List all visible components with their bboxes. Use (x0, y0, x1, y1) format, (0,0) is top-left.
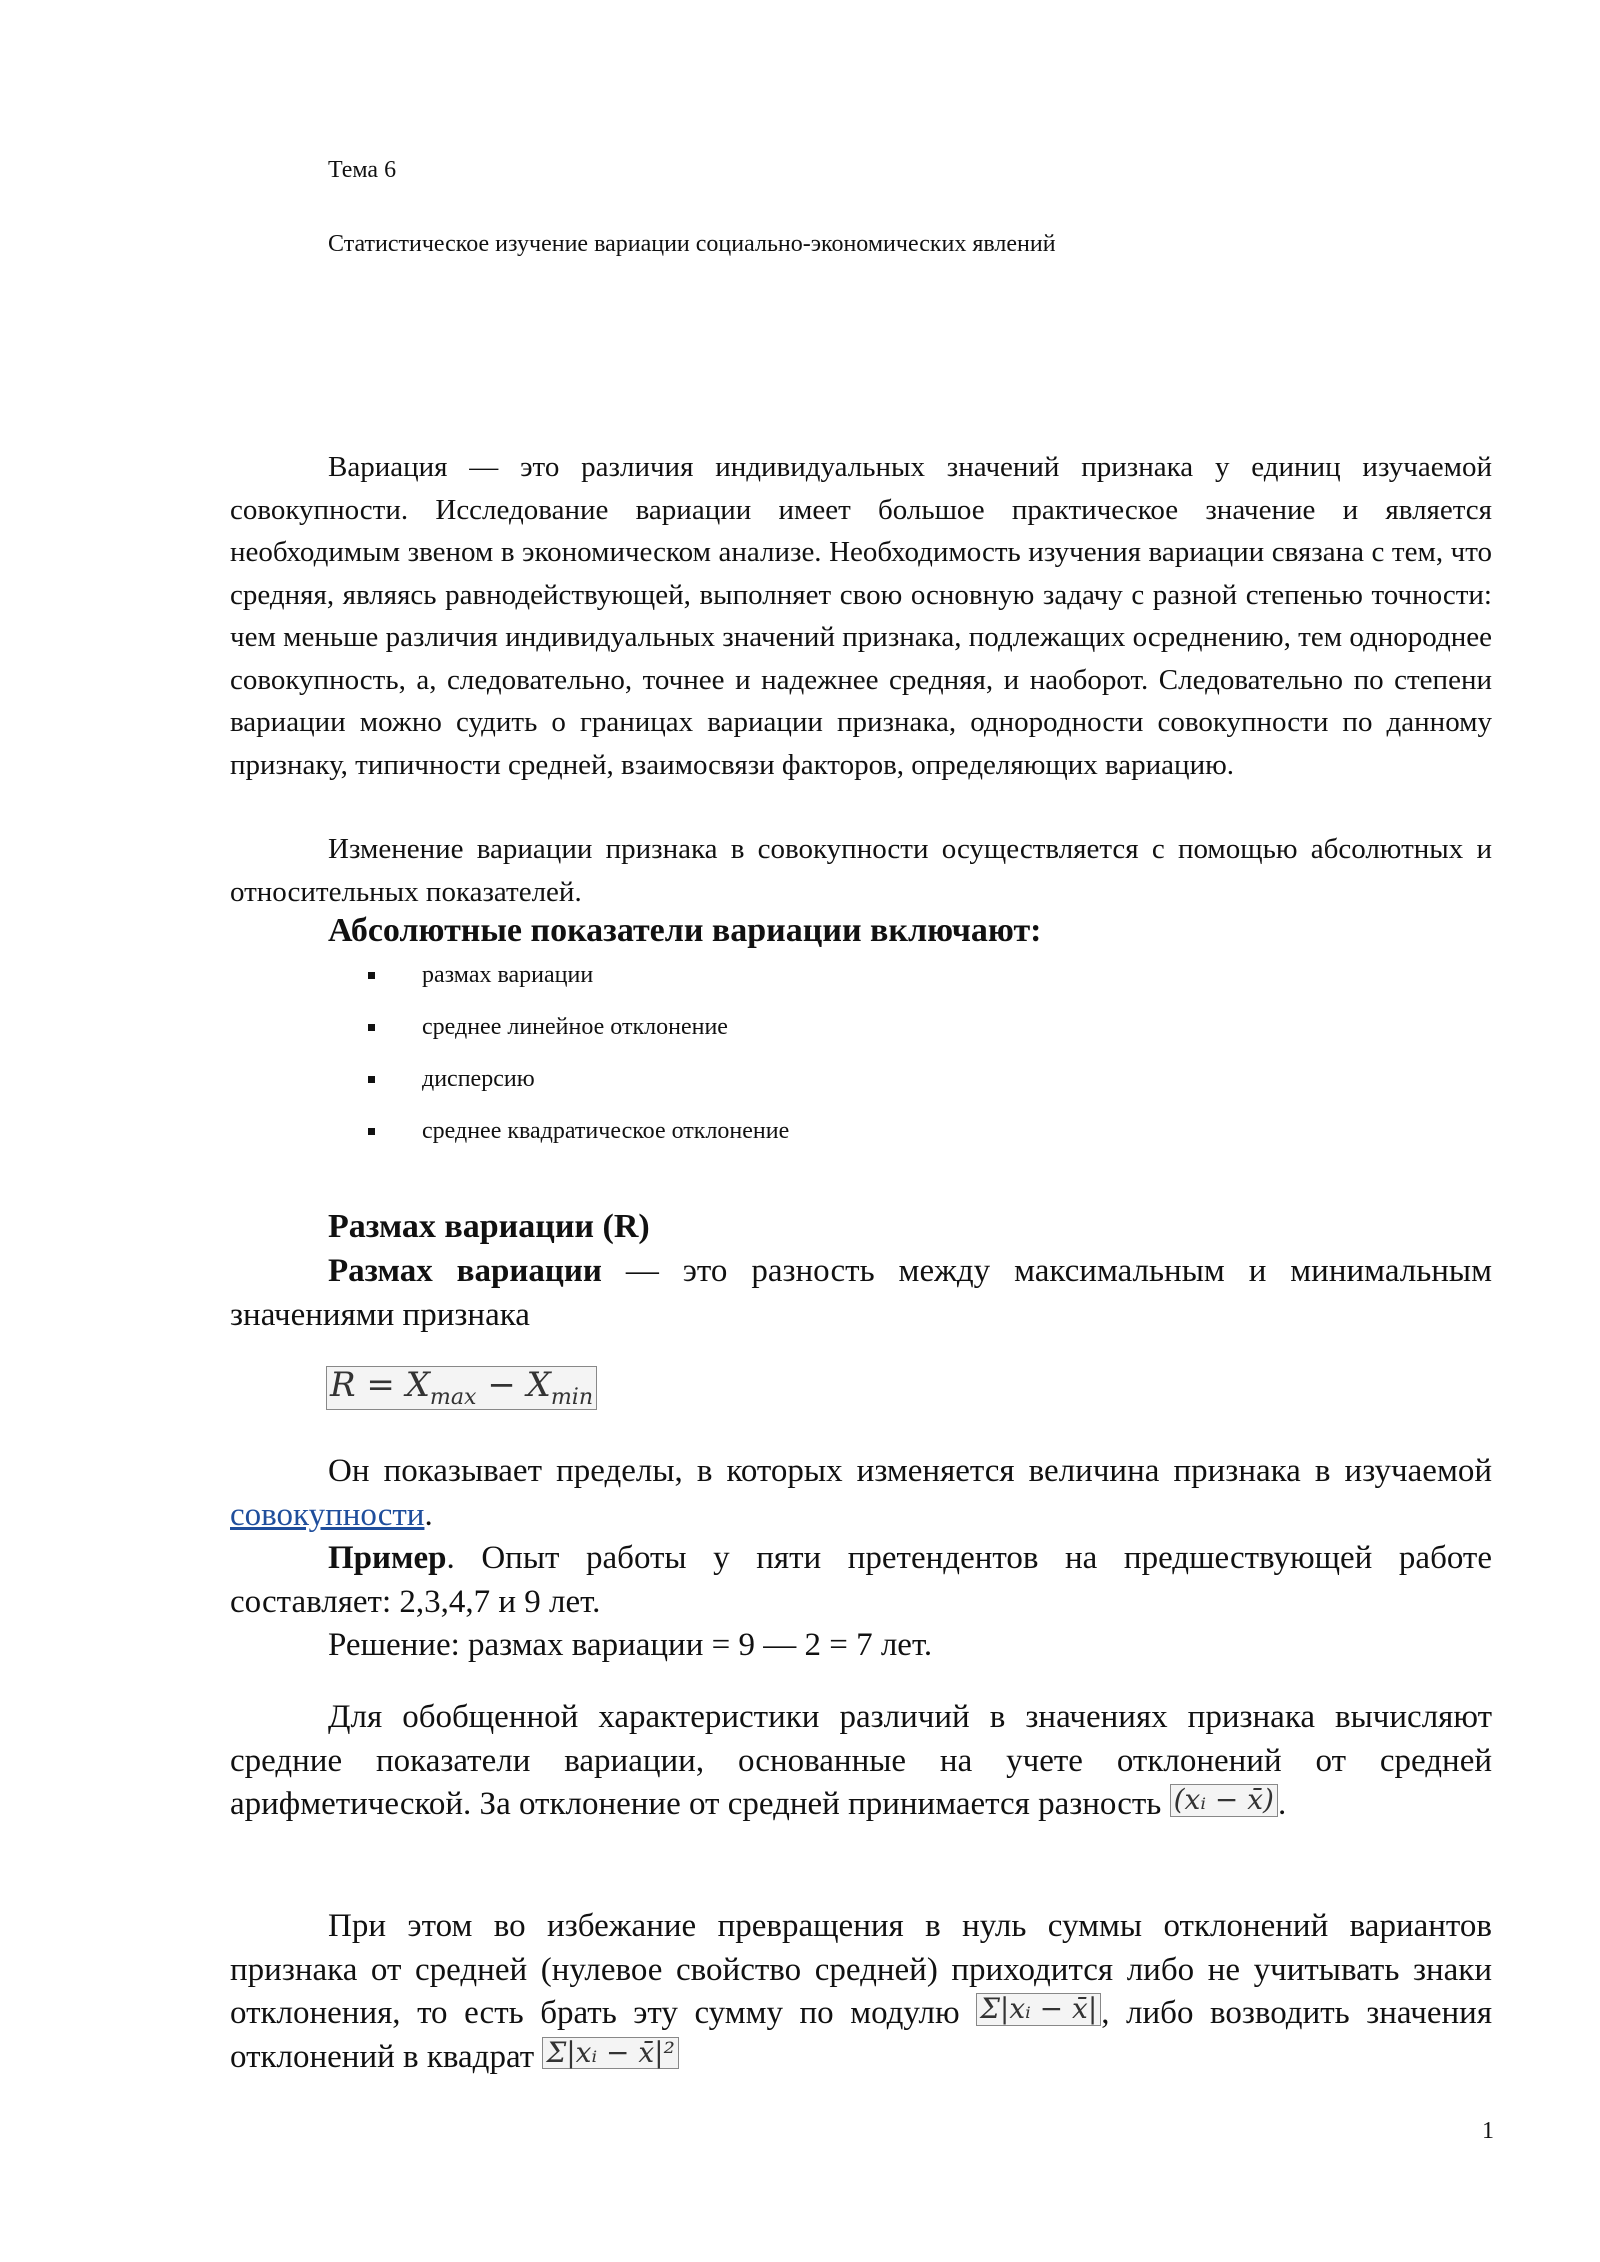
formula-lhs: R = X (330, 1365, 430, 1405)
limits-end: . (424, 1496, 433, 1533)
square-bullet-icon (368, 1024, 375, 1031)
intro-paragraph-measures: Изменение вариации признака в совокупности осуществляется с помощью абсолютных и относительных показателей. (230, 833, 1492, 908)
range-limits-paragraph (230, 1450, 1492, 1537)
limits-text: Он показывает пределы, в которых изменяется величина признака в изучаемой (328, 1453, 1492, 1489)
square-bullet-icon (368, 972, 375, 979)
list-item (368, 1116, 789, 1168)
solution-line: Решение: размах вариации = 9 — 2 = 7 лет. (328, 1627, 933, 1663)
list-item (368, 960, 789, 1012)
page-number: 1 (1482, 2118, 1494, 2144)
generic-end: . (1277, 1786, 1287, 1822)
formula-mid: − X (476, 1365, 551, 1405)
range-definition-text: — это разность между максимальным и минимальным значениями признака (230, 1253, 1492, 1333)
generic-text: Для обобщенной характеристики различий в значениях признака вычисляют средние показатели вариации, основанные на учете отклонений от средней арифметической. За отклонение от средней принимается разность (230, 1699, 1492, 1822)
list-item-label: среднее линейное отклонение (422, 1014, 728, 1040)
example-label: Пример (328, 1540, 447, 1576)
list-item (368, 1012, 789, 1064)
range-formula (326, 1366, 597, 1410)
abs-sum-formula: Σ|xᵢ − x̄| (976, 1993, 1101, 2026)
square-sum-formula: Σ|xᵢ − x̄|² (542, 2037, 678, 2070)
zero-text-2: , либо возводить значения отклонений в квадрат (230, 1995, 1492, 2075)
example-paragraph (230, 1537, 1492, 1624)
range-definition (230, 1250, 1492, 1337)
list-item-label: размах вариации (422, 962, 594, 988)
zero-text-1: При этом во избежание превращения в нуль суммы отклонений вариантов признака от средней (нулевое свойство средней) приходится либо не учитывать знаки отклонения, то есть брать эту сумму по модулю (230, 1908, 1492, 2031)
list-item-label: дисперсию (422, 1066, 535, 1092)
deviation-formula: (xᵢ − x̄) (1170, 1784, 1278, 1817)
generic-indicators-paragraph (230, 1696, 1492, 1827)
topic-title: Статистическое изучение вариации социально-экономических явлений (328, 231, 1056, 257)
example-text: . Опыт работы у пяти претендентов на предшествующей работе составляет: 2,3,4,7 и 9 лет. (230, 1540, 1492, 1620)
list-item (368, 1064, 789, 1116)
formula-sub-min: min (550, 1383, 594, 1410)
intro-paragraph-variation: Вариация — это различия индивидуальных значений признака у единиц изучаемой совокупности. Исследование вариации имеет большое практическое значение и является необходимым звеном в экономическом анализе. Необходимость изучения вариации связана с тем, что средняя, являясь равнодействующей, выполняет свою основную задачу с разной степенью точности: чем меньше различия индивидуальных значений признака, подлежащих осреднению, тем однороднее совокупность, а, следовательно, точнее и надежнее средняя, и наоборот. Следовательно по степени вариации можно судить о границах вариации признака, однородности совокупности по данному признаку, типичности средней, взаимосвязи факторов, определяющих вариацию. (230, 451, 1492, 781)
formula-sub-max: max (429, 1383, 477, 1410)
range-heading: Размах вариации (R) (328, 1208, 650, 1245)
zero-property-paragraph (230, 1905, 1492, 2079)
list-item-label: среднее квадратическое отклонение (422, 1118, 790, 1144)
range-term: Размах вариации (328, 1253, 602, 1289)
square-bullet-icon (368, 1076, 375, 1083)
square-bullet-icon (368, 1128, 375, 1135)
topic-label: Тема 6 (328, 157, 397, 183)
absolute-indicators-list (368, 960, 789, 1168)
population-link[interactable]: совокупности (230, 1496, 425, 1533)
absolute-indicators-heading: Абсолютные показатели вариации включают: (328, 912, 1042, 949)
